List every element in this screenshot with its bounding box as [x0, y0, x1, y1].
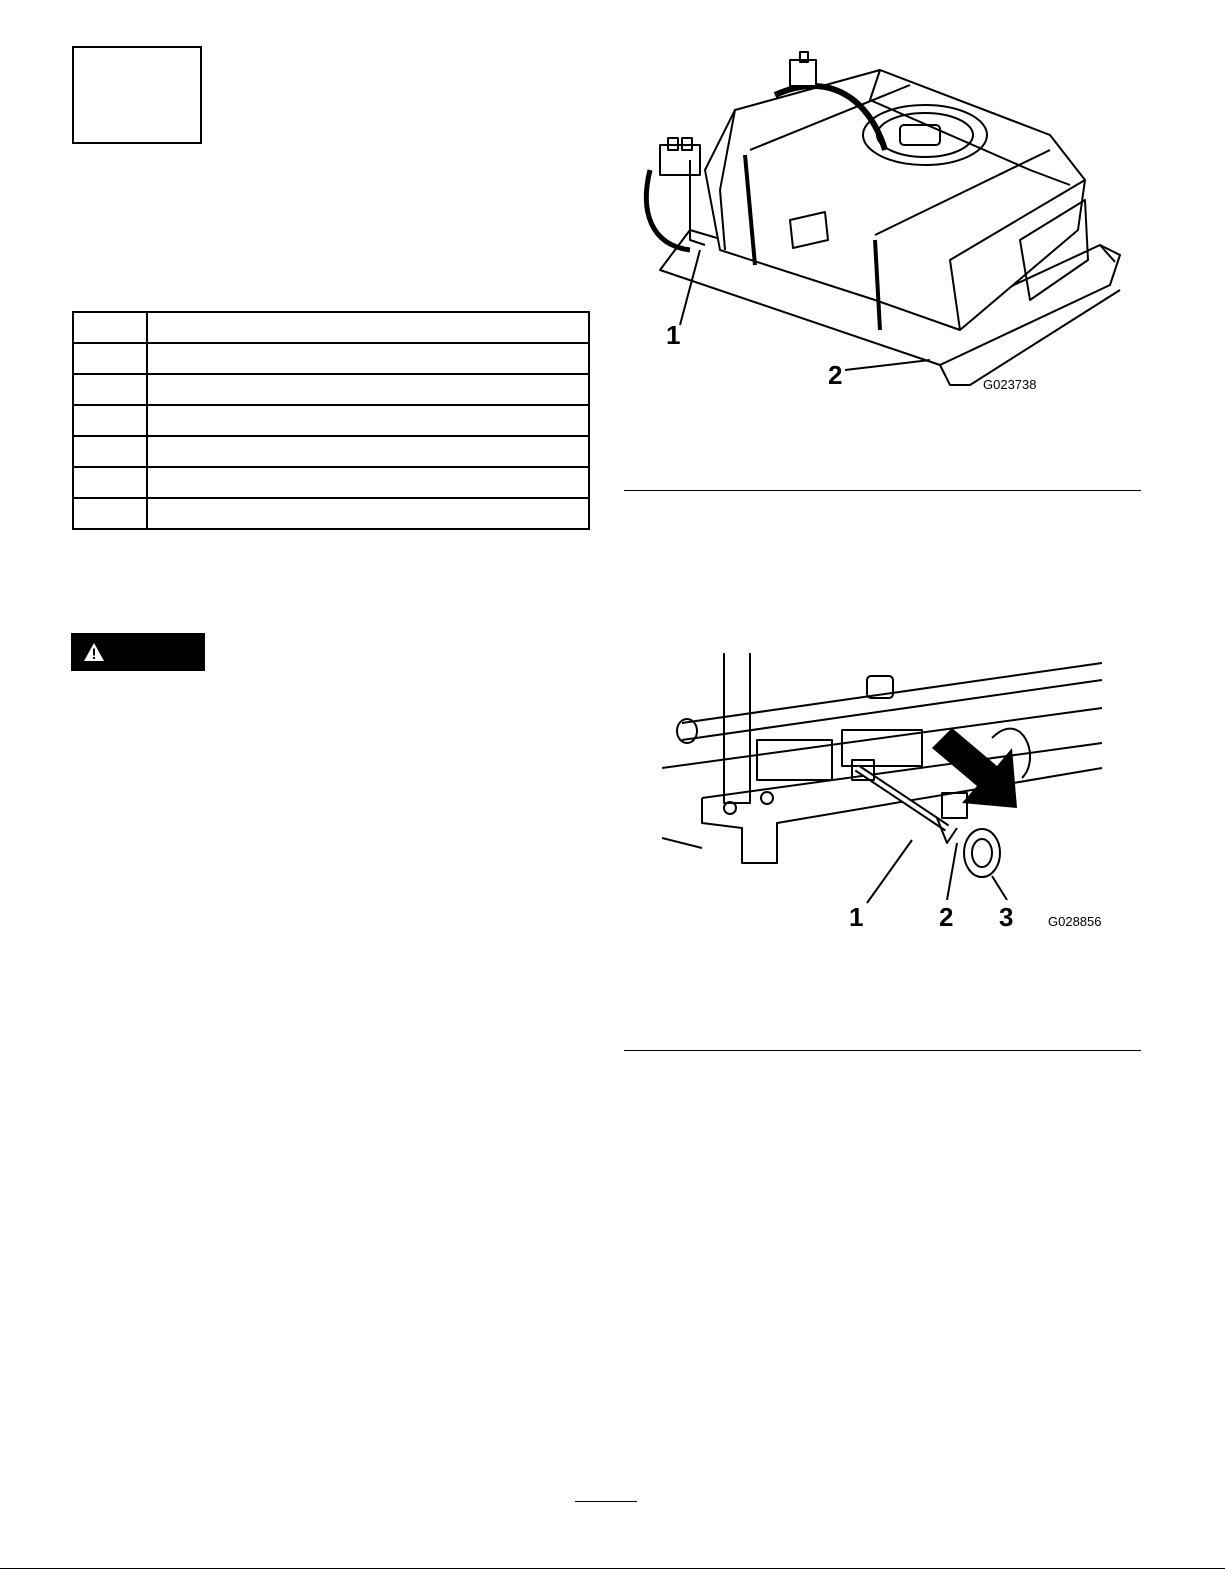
table-row: [73, 343, 589, 374]
figure-tank-assembly: [630, 40, 1140, 400]
page-bottom-rule: [0, 1568, 1225, 1569]
table-row: [73, 374, 589, 405]
warning-banner: [71, 633, 205, 671]
figure-divider: [624, 1050, 1141, 1051]
callout-1: 1: [849, 902, 864, 932]
callout-2: 2: [939, 902, 954, 932]
bracket-illustration: [662, 648, 1132, 948]
table-row: [73, 405, 589, 436]
table-row: [73, 312, 589, 343]
figure-divider: [624, 490, 1141, 491]
figure-bracket-pin: [662, 648, 1132, 948]
page-number-rule: [575, 1501, 637, 1502]
parts-table: [72, 311, 590, 530]
table-row: [73, 498, 589, 529]
table-row: [73, 467, 589, 498]
callout-1: 1: [666, 320, 681, 350]
callout-2: 2: [828, 360, 843, 390]
figure-id: G028856: [1048, 914, 1102, 929]
callout-3: 3: [999, 902, 1014, 932]
step-number-box: [72, 46, 202, 144]
figure-id: G023738: [983, 377, 1037, 392]
table-row: [73, 436, 589, 467]
tank-illustration: [630, 40, 1140, 400]
warning-triangle-icon: [83, 642, 105, 662]
